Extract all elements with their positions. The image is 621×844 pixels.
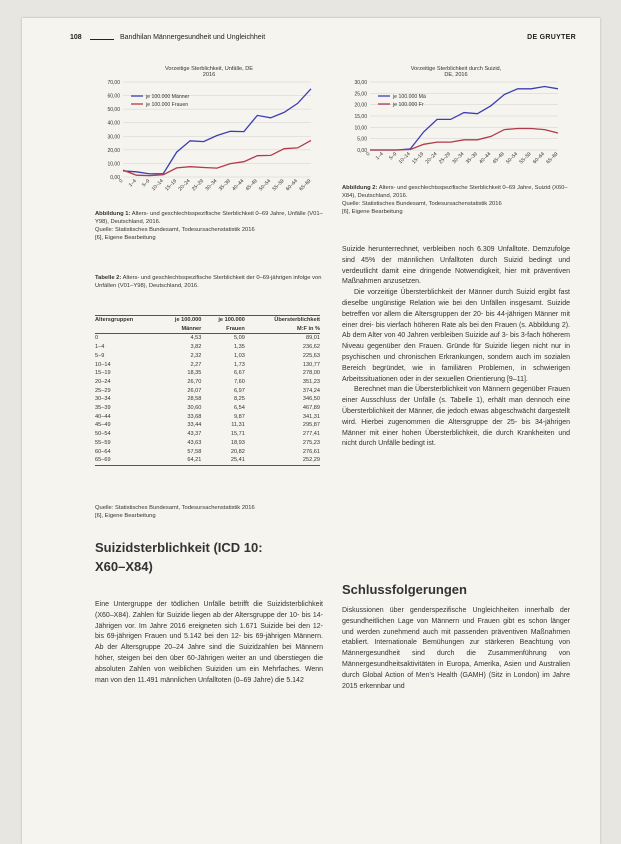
table-cell: 7,60	[233, 378, 245, 385]
right-paragraph-1: Suizide herunterrechnet, verbleiben noch 6.309 Unfalltote. Demzufolge sind 45% der männlichen Unfalltoten durch Suizid bedingt und verdeutlicht damit eine dringende Notwendigkeit, hier mit präventiven Maßnahmen anzusetzen.	[342, 246, 570, 286]
figure-1-caption-text: Alters- und geschlechtsspezifische Sterblichkeit 0–69 Jahre, Unfälle (V01–Y98), Deutschland, 2016.	[95, 211, 323, 225]
table-cell: 18,93	[230, 439, 245, 446]
running-header	[70, 34, 576, 46]
chart1-y-tick-label: 70,00	[107, 80, 120, 86]
chart1-x-tick-label: 40–44	[231, 178, 246, 193]
table-header-row	[95, 316, 320, 325]
table-row	[95, 361, 320, 370]
chart2-y-tick-label: 25,00	[354, 91, 367, 98]
table-cell: 1,03	[233, 352, 245, 359]
table-2-source: Quelle: Statistisches Bundesamt, Todesursachenstatistik 2016	[95, 505, 255, 511]
table-row	[95, 352, 320, 361]
section-heading-suizid	[95, 538, 323, 576]
table-cell: 6,67	[233, 370, 245, 377]
figure-1-chart	[95, 62, 323, 207]
table-cell: 0	[95, 335, 99, 342]
table-subheader-cell: Frauen	[201, 325, 244, 334]
table-cell: 20,82	[230, 448, 245, 455]
table-cell: 2,27	[190, 361, 202, 368]
table-cell: 26,07	[187, 387, 202, 394]
table-cell: 252,29	[245, 456, 320, 465]
table-cell: 276,61	[302, 448, 320, 455]
chart1-y-tick-label: 10,00	[107, 161, 120, 168]
table-cell: 65–69	[95, 456, 158, 465]
table-cell: 15–19	[95, 370, 111, 377]
table-cell: 1,35	[233, 344, 245, 351]
suizid-paragraph	[95, 600, 323, 686]
figure-2-chart	[342, 62, 570, 180]
chart1-x-tick-label: 0	[118, 178, 125, 185]
table-row	[95, 343, 320, 352]
table-cell: 60–64	[95, 448, 111, 455]
chart2-x-tick-label: 45–49	[491, 151, 506, 166]
figure-1-source: Quelle: Statistisches Bundesamt, Todesursachenstatistik 2016	[95, 227, 255, 233]
chart2-x-tick-label: 35–39	[464, 151, 479, 166]
header-dash	[90, 39, 114, 40]
chart1-x-tick-label: 65–69	[298, 178, 313, 193]
table-cell: 89,01	[306, 335, 320, 342]
table-cell: 8,25	[233, 396, 245, 403]
table-cell: 3,82	[190, 344, 202, 351]
running-title: Bandhilan Männergesundheit und Ungleichheit	[120, 34, 266, 41]
table-row	[95, 421, 320, 430]
section-heading-line2: X60–X84)	[95, 559, 153, 574]
schluss-paragraph-text: Diskussionen über genderspezifische Ungleichheiten innerhalb der gesundheitlichen Lage von Männern und Frauen gibt es schon länger und werden zunehmend auch mit passenden präventiven Maßnahmen etabliert. Internationale Bemühungen zur stärkeren Beachtung von Männergesundheit sind durch die Zusammenführung von Männergesundheitsaktivitäten in Europa, Amerika, Asien und Australien durch Global Action of Men's Health (GAMH) (Sitz in London) im Jahre 2015 erkennbar und	[342, 607, 570, 690]
table-row	[95, 413, 320, 422]
figure-2-title-line1: Vorzeitige Sterblichkeit durch Suizid,	[410, 66, 502, 72]
table-2-grid	[95, 315, 320, 466]
table-cell: 64,21	[158, 456, 201, 465]
right-paragraph-2: Die vorzeitige Übersterblichkeit der Männer durch Suizid ergibt fast dieselbe ungünstige Relation wie bei den Unfällen insgesamt. Suizide betreffen vor allem die Altersgruppen der 20- bis 44-jährigen Männer mit einer drei- bis vierfach höheren Rate als bei den Frauen (s. Abbildung 2). Ab dem Alter von 40 Jahren verbleiben Suizide auf 3- bis 3-fach höherem Niveau gegenüber den Frauen. Gründe für Suizide liegen nicht nur in psychischen und chronischen Erkrankungen, sondern auch im sozialen Bereich begründet, wie in familiären Problemen, in schwierigen Arbeitssituationen oder in der sexuellen Orientierung [9–11].	[342, 289, 570, 383]
table-cell: 10–14	[95, 361, 111, 368]
table-cell: 467,89	[302, 405, 320, 412]
table-2-caption	[95, 274, 323, 290]
table-cell: 277,41	[302, 431, 320, 438]
figure-2-caption-text: Alters- und geschlechtsspezifische Sterblichkeit 0–69 Jahre, Suizid (X60–X84), Deutschland, 2016.	[342, 185, 568, 199]
table-cell: 55–59	[95, 439, 111, 446]
section-heading-schluss: Schlussfolgerungen	[342, 582, 467, 597]
table-row	[95, 456, 320, 465]
table-cell: 33,44	[187, 422, 202, 429]
table-row	[95, 387, 320, 396]
chart1-series-line-2	[123, 140, 311, 175]
table-cell: 351,23	[302, 378, 320, 385]
chart2-x-tick-label: 50–54	[505, 151, 520, 166]
table-cell: 25–29	[95, 387, 111, 394]
chart2-x-tick-label: 5–9	[388, 151, 399, 162]
table-cell: 2,32	[190, 352, 202, 359]
chart2-legend-label: je 100.000 Fr	[393, 102, 424, 108]
table-2-processing: [6], Eigene Bearbeitung	[95, 513, 156, 519]
chart1-y-tick-label: 40,00	[107, 120, 120, 127]
table-cell: 43,63	[187, 439, 202, 446]
table-cell: 57,58	[187, 448, 202, 455]
table-cell: 374,24	[302, 387, 320, 394]
section-heading-line1: Suizidsterblichkeit (ICD 10:	[95, 540, 263, 555]
table-cell: 9,87	[233, 413, 245, 420]
chart2-x-tick-label: 0	[365, 151, 372, 158]
chart1-x-tick-label: 25–29	[190, 178, 205, 193]
table-subheader-cell	[95, 325, 158, 334]
table-row	[95, 369, 320, 378]
figure-2-svg	[342, 62, 570, 180]
figure-1-processing: [6], Eigene Bearbeitung	[95, 235, 156, 241]
chart2-legend-label: je 100.000 Mä	[393, 94, 426, 100]
figure-1-title-line2: 2016	[202, 72, 216, 78]
table-2-footnote	[95, 504, 323, 520]
table-cell: 15,71	[230, 431, 245, 438]
chart2-x-tick-label: 55–59	[518, 151, 533, 166]
table-cell: 11,31	[231, 422, 245, 429]
chart1-x-tick-label: 15–19	[164, 178, 179, 193]
table-cell: 1–4	[95, 344, 105, 351]
chart1-x-tick-label: 35–39	[217, 178, 232, 193]
chart1-x-tick-label: 50–54	[258, 178, 273, 193]
figure-1-title-line1: Vorzeitige Sterblichkeit, Unfälle, DE	[165, 66, 253, 72]
right-column-text	[342, 245, 570, 450]
chart2-x-tick-label: 25–29	[437, 151, 452, 166]
table-cell: 30–34	[95, 396, 111, 403]
table-cell: 33,68	[187, 413, 202, 420]
chart2-x-tick-label: 15–19	[411, 151, 426, 166]
table-header-cell: Altersgruppen	[95, 316, 158, 325]
chart1-x-tick-label: 45–49	[244, 178, 259, 193]
publisher-name: DE GRUYTER	[527, 34, 576, 41]
right-paragraph-3: Berechnet man die Übersterblichkeit von Männern gegenüber Frauen einer Ausschluss der Unfälle (s. Tabelle 1), erhält man dennoch eine Übersterblichkeit der Männer, die jedoch etwas abgeschwächt dargestellt wird. Hierbei zugenommen die Altersgruppe der 25- bis 34-jährigen Männer mit einer hohen Übersterblichkeit, die durch Krankheiten und nicht durch Unfälle bedingt ist.	[342, 386, 570, 448]
table-header-cell: je 100.000	[158, 316, 201, 325]
figure-2-title-line2: DE, 2016	[444, 72, 468, 78]
chart2-series-line-2	[370, 129, 558, 151]
table-cell: 225,63	[302, 352, 320, 359]
table-header-cell: Übersterblichkeit	[245, 316, 320, 325]
table-cell: 6,54	[233, 405, 245, 412]
table-cell: 278,00	[302, 370, 320, 377]
chart1-y-tick-label: 0,00	[110, 175, 120, 181]
chart1-y-tick-label: 50,00	[107, 107, 120, 114]
table-cell: 6,97	[233, 387, 245, 394]
table-row	[95, 404, 320, 413]
figure-2-processing: [6], Eigene Bearbeitung	[342, 209, 403, 215]
table-cell: 18,35	[187, 370, 202, 377]
chart1-x-tick-label: 60–64	[284, 178, 299, 193]
table-cell: 20–24	[95, 378, 111, 385]
figure-1-svg	[95, 62, 323, 207]
table-row	[95, 395, 320, 404]
table-cell: 341,31	[302, 413, 320, 420]
table-cell: 5–9	[95, 352, 105, 359]
chart2-y-tick-label: 15,00	[354, 114, 367, 120]
page-number: 108	[70, 34, 82, 41]
table-subheader-row	[95, 325, 320, 334]
chart2-y-tick-label: 5,00	[357, 136, 367, 143]
table-cell: 25,41	[201, 456, 244, 465]
chart2-y-tick-label: 20,00	[354, 102, 367, 109]
chart2-x-tick-label: 40–44	[478, 151, 493, 166]
table-cell: 28,58	[187, 396, 202, 403]
table-cell: 5,09	[233, 335, 245, 342]
table-cell: 130,77	[302, 361, 320, 368]
chart2-x-tick-label: 30–34	[451, 151, 466, 166]
table-cell: 35–39	[95, 405, 111, 412]
table-cell: 1,73	[233, 361, 245, 368]
table-2	[95, 315, 320, 466]
chart1-x-tick-label: 55–59	[271, 178, 286, 193]
table-subheader-cell: Männer	[158, 325, 201, 334]
table-cell: 43,37	[187, 431, 202, 438]
chart2-x-tick-label: 1–4	[374, 151, 385, 162]
table-cell: 275,23	[302, 439, 320, 446]
chart2-x-tick-label: 65–69	[545, 151, 560, 166]
table-row	[95, 378, 320, 387]
table-cell: 45–49	[95, 422, 111, 429]
table-cell: 236,62	[302, 344, 320, 351]
table-2-caption-label: Tabelle 2:	[95, 275, 122, 281]
suizid-paragraph-text: Eine Untergruppe der tödlichen Unfälle betrifft die Suizidsterblichkeit (X60–X84). Zahlen für Suizide liegen ab der Altersgruppe der 10- bis 14-Jährigen vor. Im Jahre 2016 ereigneten sich 1.671 Suizide bei den 12- bis 69-jährigen Frauen und 5.142 bei den 12- bis 69-jährigen Männern. Ab der Altersgruppe 20–24 Jahre sind die Suizidzahlen bei Männern höher, steigen bei den über 60-Jährigen weiter an und überstiegen die absoluten Zahlen von weiblichen Suiziden um ein Mehrfaches. Wenn man von den 11.491 männlichen Unfalltoten (0–69 Jahre) die 5.142	[95, 601, 323, 684]
figure-2-caption	[342, 184, 570, 216]
chart2-y-tick-label: 0,00	[357, 148, 367, 154]
chart1-x-tick-label: 5–9	[141, 178, 152, 189]
table-header-cell: je 100.000	[201, 316, 244, 325]
table-cell: 295,87	[302, 422, 320, 429]
table-cell: 346,50	[302, 396, 320, 403]
chart1-legend-label: je 100.000 Männer	[146, 94, 190, 100]
table-subheader-cell: M:F in %	[245, 325, 320, 334]
chart1-y-tick-label: 60,00	[107, 93, 120, 100]
chart1-y-tick-label: 20,00	[107, 147, 120, 154]
chart2-y-tick-label: 10,00	[354, 125, 367, 132]
figure-2-caption-label: Abbildung 2:	[342, 185, 378, 191]
figure-1-caption	[95, 210, 323, 242]
chart2-x-tick-label: 20–24	[424, 151, 439, 166]
table-row	[95, 448, 320, 457]
table-cell: 50–54	[95, 431, 111, 438]
figure-2-source: Quelle: Statistisches Bundesamt, Todesursachenstatistik 2016	[342, 201, 502, 207]
table-row	[95, 430, 320, 439]
figure-1-caption-label: Abbildung 1:	[95, 211, 131, 217]
table-cell: 40–44	[95, 413, 111, 420]
chart1-legend-label: je 100.000 Frauen	[146, 102, 189, 108]
schluss-paragraph	[342, 606, 570, 692]
table-2-caption-text: Alters- und geschlechtsspezifische Sterblichkeit der 0–69-jährigen infolge von Unfällen (V01–Y98), Deutschland, 2016.	[95, 275, 322, 289]
chart2-x-tick-label: 10–14	[397, 151, 412, 166]
chart2-x-tick-label: 60–64	[531, 151, 546, 166]
chart1-x-tick-label: 10–14	[150, 178, 165, 193]
chart1-x-tick-label: 1–4	[127, 178, 138, 189]
chart1-x-tick-label: 30–34	[204, 178, 219, 193]
table-cell: 30,60	[187, 405, 202, 412]
chart1-x-tick-label: 20–24	[177, 178, 192, 193]
chart1-y-tick-label: 30,00	[107, 134, 120, 141]
table-cell: 4,53	[190, 335, 202, 342]
table-row	[95, 439, 320, 448]
chart2-y-tick-label: 30,00	[354, 80, 367, 86]
table-row	[95, 334, 320, 343]
table-cell: 26,70	[187, 378, 202, 385]
